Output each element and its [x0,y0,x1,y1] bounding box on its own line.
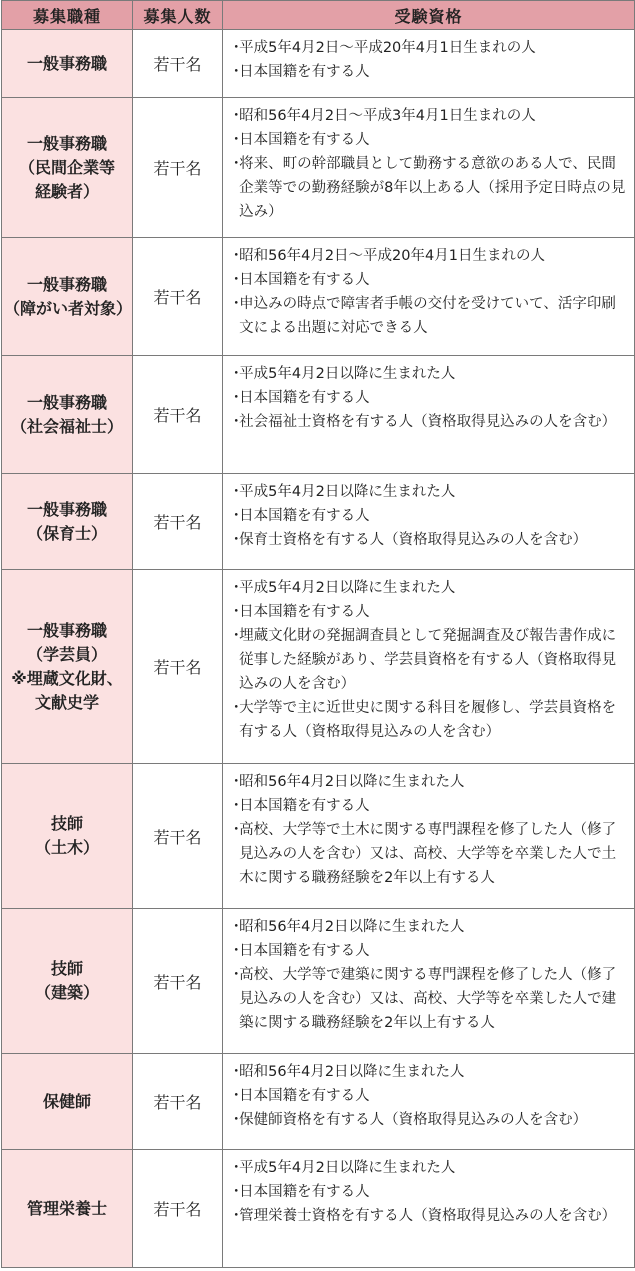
qualification-item: ・ 日本国籍を有する人 [229,794,630,818]
job-title-line: 一般事務職 [26,133,107,153]
qualification-item: ・ 平成5年4月2日以降に生まれた人 [229,1156,630,1180]
qualification-item: ・ 昭和56年4月2日～平成3年4月1日生まれの人 [229,104,630,128]
qualification-item: ・ 日本国籍を有する人 [229,600,630,624]
job-title-line: 一般事務職 [26,392,107,412]
qualification-item: ・ 日本国籍を有する人 [229,268,630,292]
job-title-cell [2,98,133,238]
qualification-list [229,915,630,1035]
qualification-item: ・ 平成5年4月2日以降に生まれた人 [229,480,630,504]
qualification-cell [223,30,635,98]
table-row [2,909,635,1054]
job-title-cell [2,1150,133,1268]
table-row [2,570,635,764]
header-row [2,1,635,30]
job-title-cell [2,909,133,1054]
job-title-line: （建築） [34,983,99,1002]
table-row [2,474,635,570]
job-title-line: 文献史学 [34,692,99,712]
job-title-line: 一般事務職 [26,499,107,519]
qualification-item: ・ 日本国籍を有する人 [229,1180,630,1204]
qualification-item: ・ 社会福祉士資格を有する人（資格取得見込みの人を含む） [229,410,630,434]
job-title-cell [2,356,133,474]
qualification-cell [223,474,635,570]
qualification-list [229,1060,630,1132]
job-title-line: （民間企業等 [18,157,115,177]
qualification-item: ・ 日本国籍を有する人 [229,60,630,84]
job-title-line: 一般事務職 [26,620,107,640]
qualification-item: ・ 日本国籍を有する人 [229,939,630,963]
job-title-line: 経験者） [34,181,99,201]
table-row [2,764,635,909]
qualification-cell [223,238,635,356]
qualification-list [229,36,630,84]
qualification-item: ・ 日本国籍を有する人 [229,128,630,152]
recruit-count-cell: 若干名 [133,98,223,238]
qualification-list [229,1156,630,1228]
qualification-cell [223,356,635,474]
qualification-item: ・ 日本国籍を有する人 [229,1084,630,1108]
qualification-item: ・ 日本国籍を有する人 [229,386,630,410]
recruit-count-cell: 若干名 [133,1054,223,1150]
recruit-count-cell: 若干名 [133,30,223,98]
qualification-item: ・ 保育士資格を有する人（資格取得見込みの人を含む） [229,528,630,552]
recruit-count-cell: 若干名 [133,570,223,764]
job-title-cell [2,764,133,909]
qualification-item: ・ 昭和56年4月2日以降に生まれた人 [229,1060,630,1084]
qualification-list [229,244,630,340]
qualification-cell [223,764,635,909]
qualification-item: ・ 高校、大学等で土木に関する専門課程を修了した人（修了見込みの人を含む）又は、高校、大学等を卒業した人で土木に関する職務経験を2年以上有する人 [229,818,630,890]
qualification-item: ・ 将来、町の幹部職員として勤務する意欲のある人で、民間企業等での勤務経験が8年以上ある人（採用予定日時点の見込み） [229,152,630,224]
job-title-line: 一般事務職 [26,274,107,294]
qualification-item: ・ 平成5年4月2日以降に生まれた人 [229,576,630,600]
recruit-count-cell: 若干名 [133,474,223,570]
job-title-cell [2,30,133,98]
job-title-line: ※埋蔵文化財、 [11,668,123,688]
job-title-line: 管理栄養士 [26,1198,107,1218]
job-title-cell [2,1054,133,1150]
job-title-line: （保育士） [26,523,107,543]
qualification-cell [223,1150,635,1268]
qualification-list [229,104,630,224]
table-row [2,238,635,356]
job-title-line: 技師 [50,814,83,833]
job-title-line: （学芸員） [26,644,107,664]
recruit-count-cell: 若干名 [133,238,223,356]
table-row [2,356,635,474]
qualification-item: ・ 大学等で主に近世史に関する科目を履修し、学芸員資格を有する人（資格取得見込みの人を含む） [229,696,630,744]
job-title-line: （土木） [34,838,99,857]
recruitment-table [1,0,635,1268]
table-body [2,30,635,1268]
job-title-cell [2,570,133,764]
qualification-item: ・ 管理栄養士資格を有する人（資格取得見込みの人を含む） [229,1204,630,1228]
job-title-line: 技師 [50,959,83,978]
header-job: 募集職種 [2,1,133,30]
job-title-line: （社会福祉士） [10,416,123,436]
table-row [2,1054,635,1150]
qualification-item: ・ 昭和56年4月2日以降に生まれた人 [229,770,630,794]
recruit-count-cell: 若干名 [133,356,223,474]
qualification-item: ・ 保健師資格を有する人（資格取得見込みの人を含む） [229,1108,630,1132]
job-title-cell [2,238,133,356]
job-title-line: 一般事務職 [26,53,107,73]
job-title-line: 保健師 [42,1091,91,1111]
recruit-count-cell: 若干名 [133,1150,223,1268]
table-row [2,1150,635,1268]
qualification-item: ・ 申込みの時点で障害者手帳の交付を受けていて、活字印刷文による出題に対応できる人 [229,292,630,340]
qualification-list [229,770,630,890]
table-row [2,98,635,238]
qualification-item: ・ 埋蔵文化財の発掘調査員として発掘調査及び報告書作成に従事した経験があり、学芸員資格を有する人（資格取得見込みの人を含む） [229,624,630,696]
qualification-item: ・ 昭和56年4月2日以降に生まれた人 [229,915,630,939]
qualification-item: ・ 平成5年4月2日以降に生まれた人 [229,362,630,386]
qualification-item: ・ 高校、大学等で建築に関する専門課程を修了した人（修了見込みの人を含む）又は、高校、大学等を卒業した人で建築に関する職務経験を2年以上有する人 [229,963,630,1035]
qualification-cell [223,98,635,238]
qualification-cell [223,1054,635,1150]
qualification-cell [223,909,635,1054]
table-row [2,30,635,98]
header-qualification: 受験資格 [223,1,635,30]
header-count: 募集人数 [133,1,223,30]
qualification-item: ・ 昭和56年4月2日～平成20年4月1日生まれの人 [229,244,630,268]
qualification-list [229,362,630,434]
qualification-item: ・ 日本国籍を有する人 [229,504,630,528]
job-title-line: （障がい者対象） [4,298,133,318]
qualification-cell [223,570,635,764]
recruit-count-cell: 若干名 [133,909,223,1054]
job-title-cell [2,474,133,570]
qualification-list [229,480,630,552]
recruit-count-cell: 若干名 [133,764,223,909]
qualification-item: ・ 平成5年4月2日～平成20年4月1日生まれの人 [229,36,630,60]
qualification-list [229,576,630,744]
